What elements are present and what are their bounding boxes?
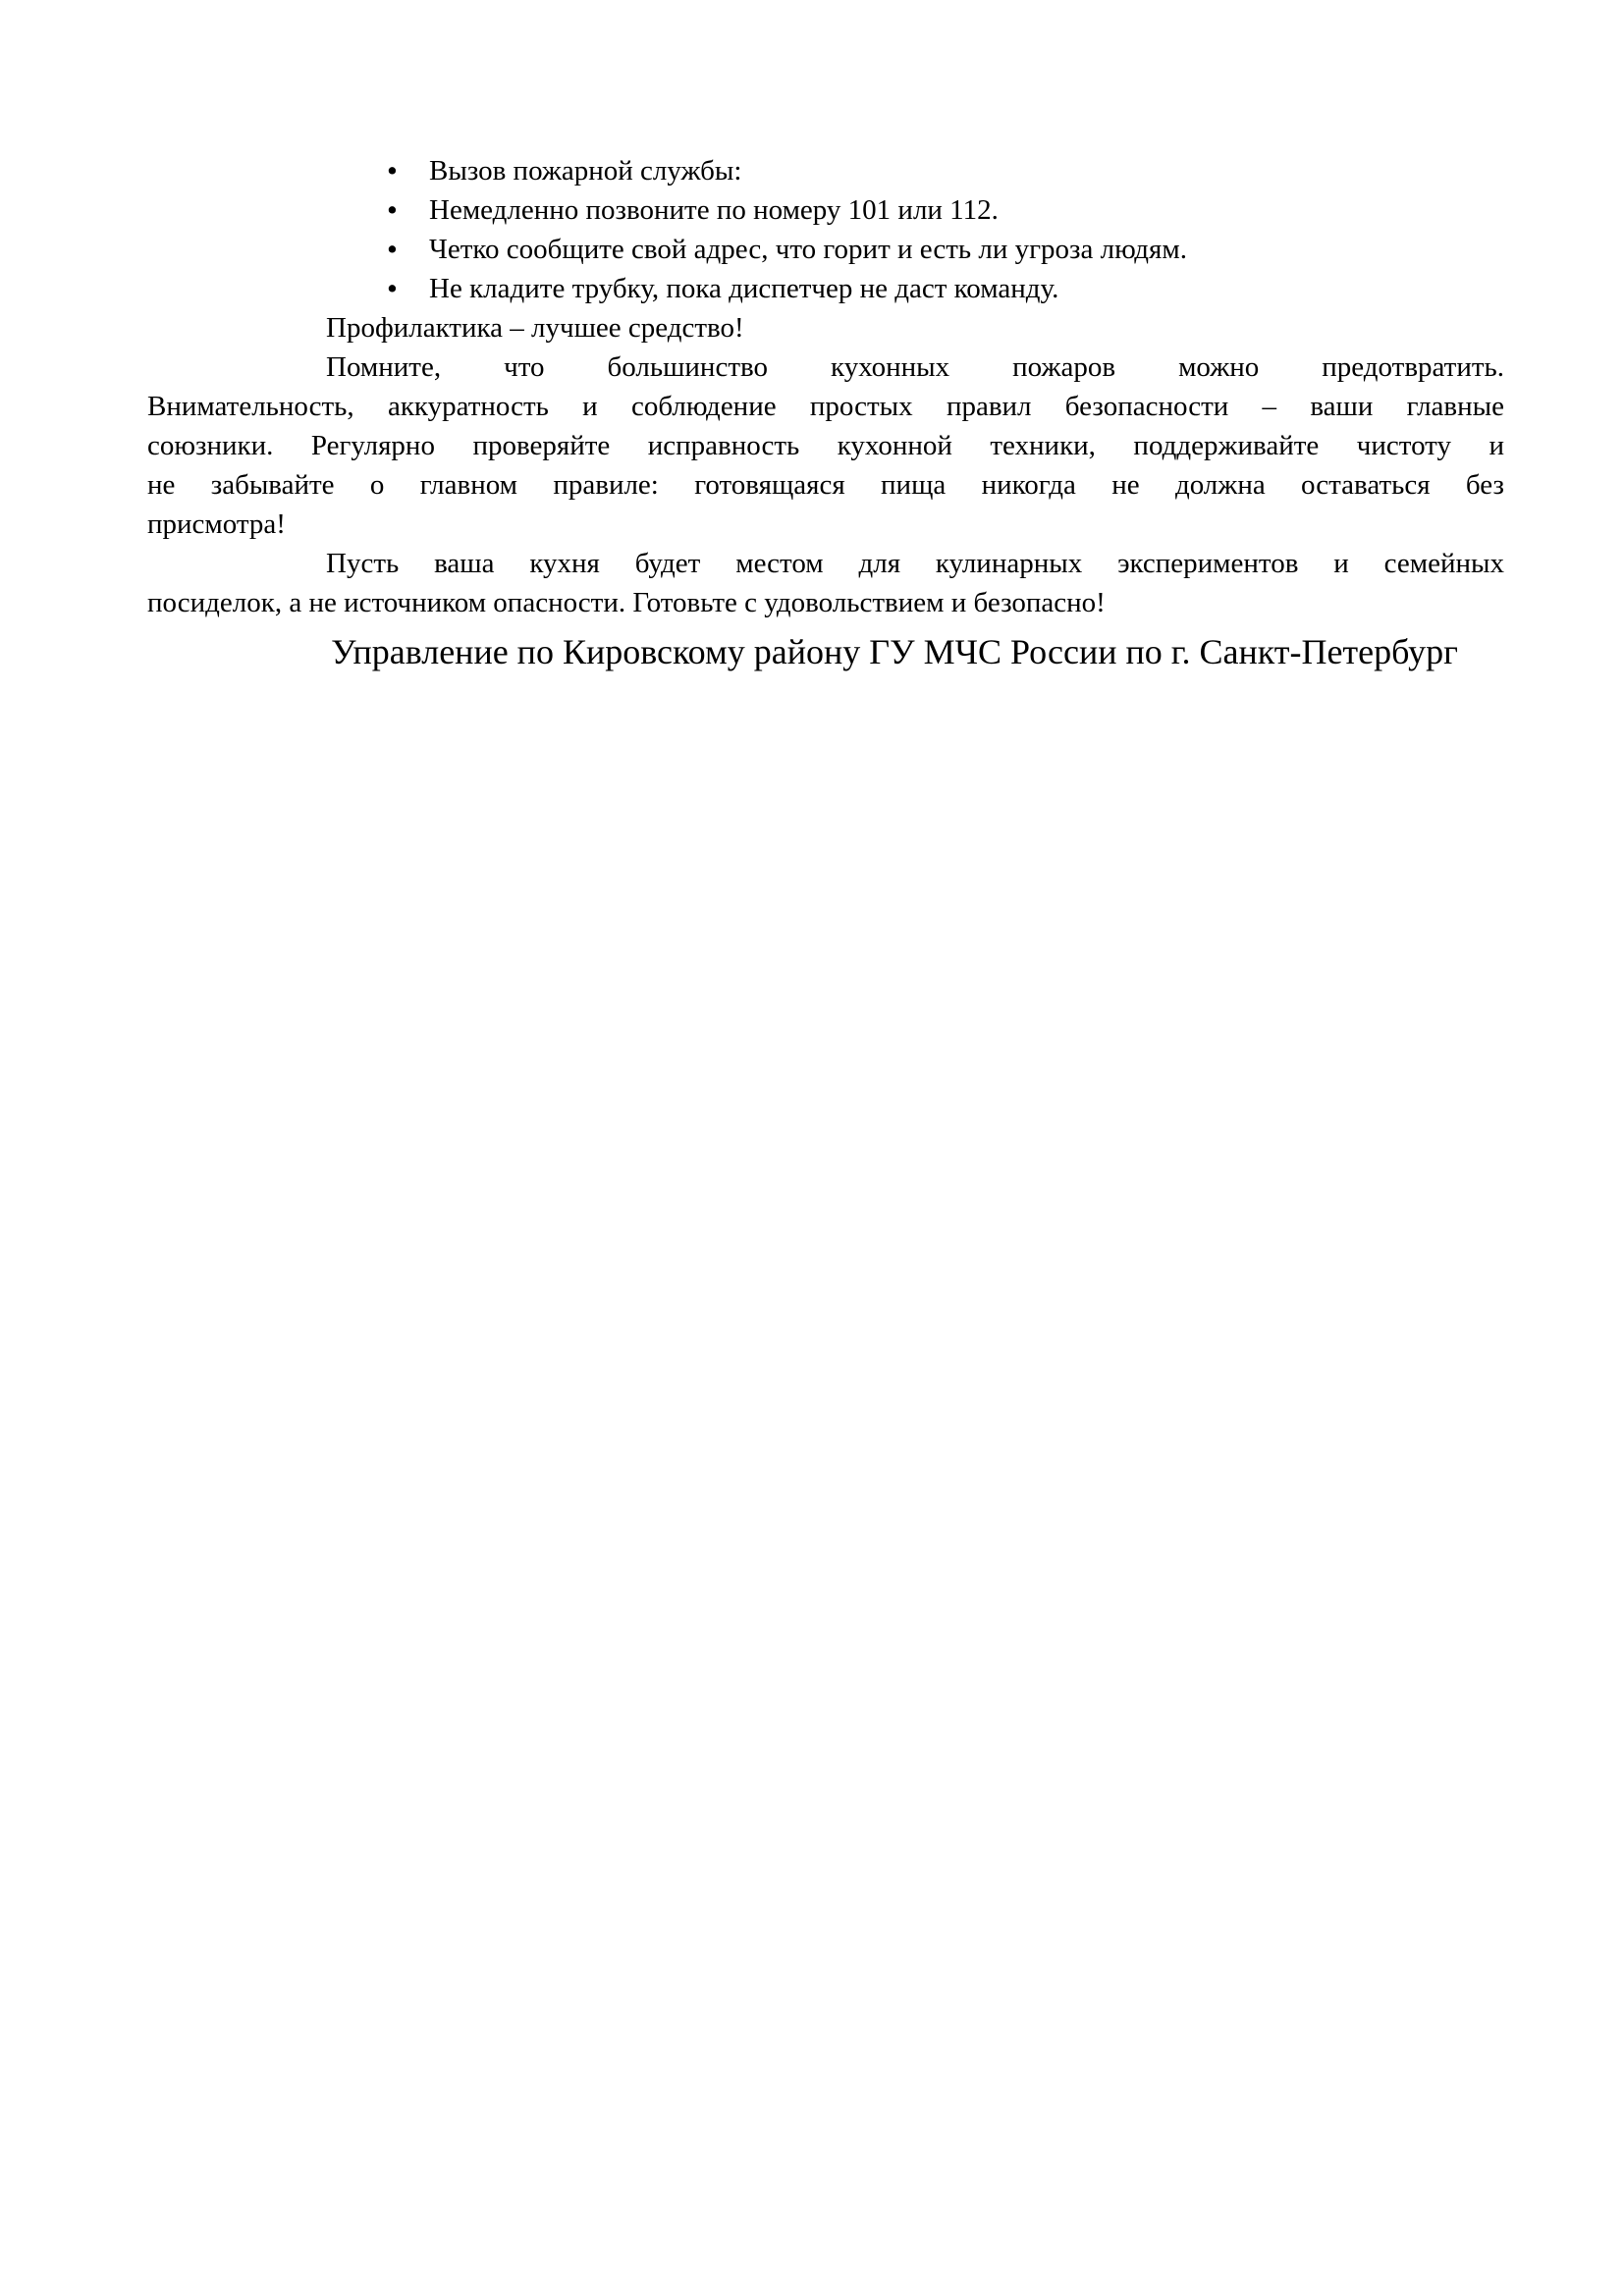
text-line: союзники. Регулярно проверяйте исправность кухонной техники, поддерживайте чистоту и [147,430,1504,461]
paragraph-prevention [147,347,1504,544]
bullet-marker: • [387,153,398,187]
paragraph-wish [147,544,1504,622]
text-line: Внимательность, аккуратность и соблюдение простых правил безопасности – ваши главные [147,391,1504,422]
bullet-item [147,151,1504,190]
bullet-item [147,190,1504,230]
lead-line: Профилактика – лучшее средство! [326,312,744,344]
bullet-item [147,269,1504,308]
bullet-text: Вызов пожарной службы: [429,155,742,187]
bullet-item [147,230,1504,269]
text-line: не забывайте о главном правиле: готовящаяся пища никогда не должна оставаться без [147,469,1504,501]
bullet-text: Четко сообщите свой адрес, что горит и есть ли угроза людям. [429,234,1187,265]
bullet-list [147,151,1504,308]
document-content [147,151,1504,675]
text-line: присмотра! [147,508,286,540]
bullet-text: Немедленно позвоните по номеру 101 или 112. [429,194,999,226]
text-line: Помните, что большинство кухонных пожаров можно предотвратить. [326,351,1504,383]
text-line: посиделок, а не источником опасности. Готовьте с удовольствием и безопасно! [147,587,1106,618]
bullet-marker: • [387,232,398,266]
text-line: Пусть ваша кухня будет местом для кулинарных экспериментов и семейных [326,548,1504,579]
signature-line: Управление по Кировскому району ГУ МЧС России по г. Санкт-Петербург [331,632,1458,671]
bullet-marker: • [387,271,398,305]
bullet-marker: • [387,192,398,227]
bullet-text: Не кладите трубку, пока диспетчер не даст команду. [429,273,1059,304]
